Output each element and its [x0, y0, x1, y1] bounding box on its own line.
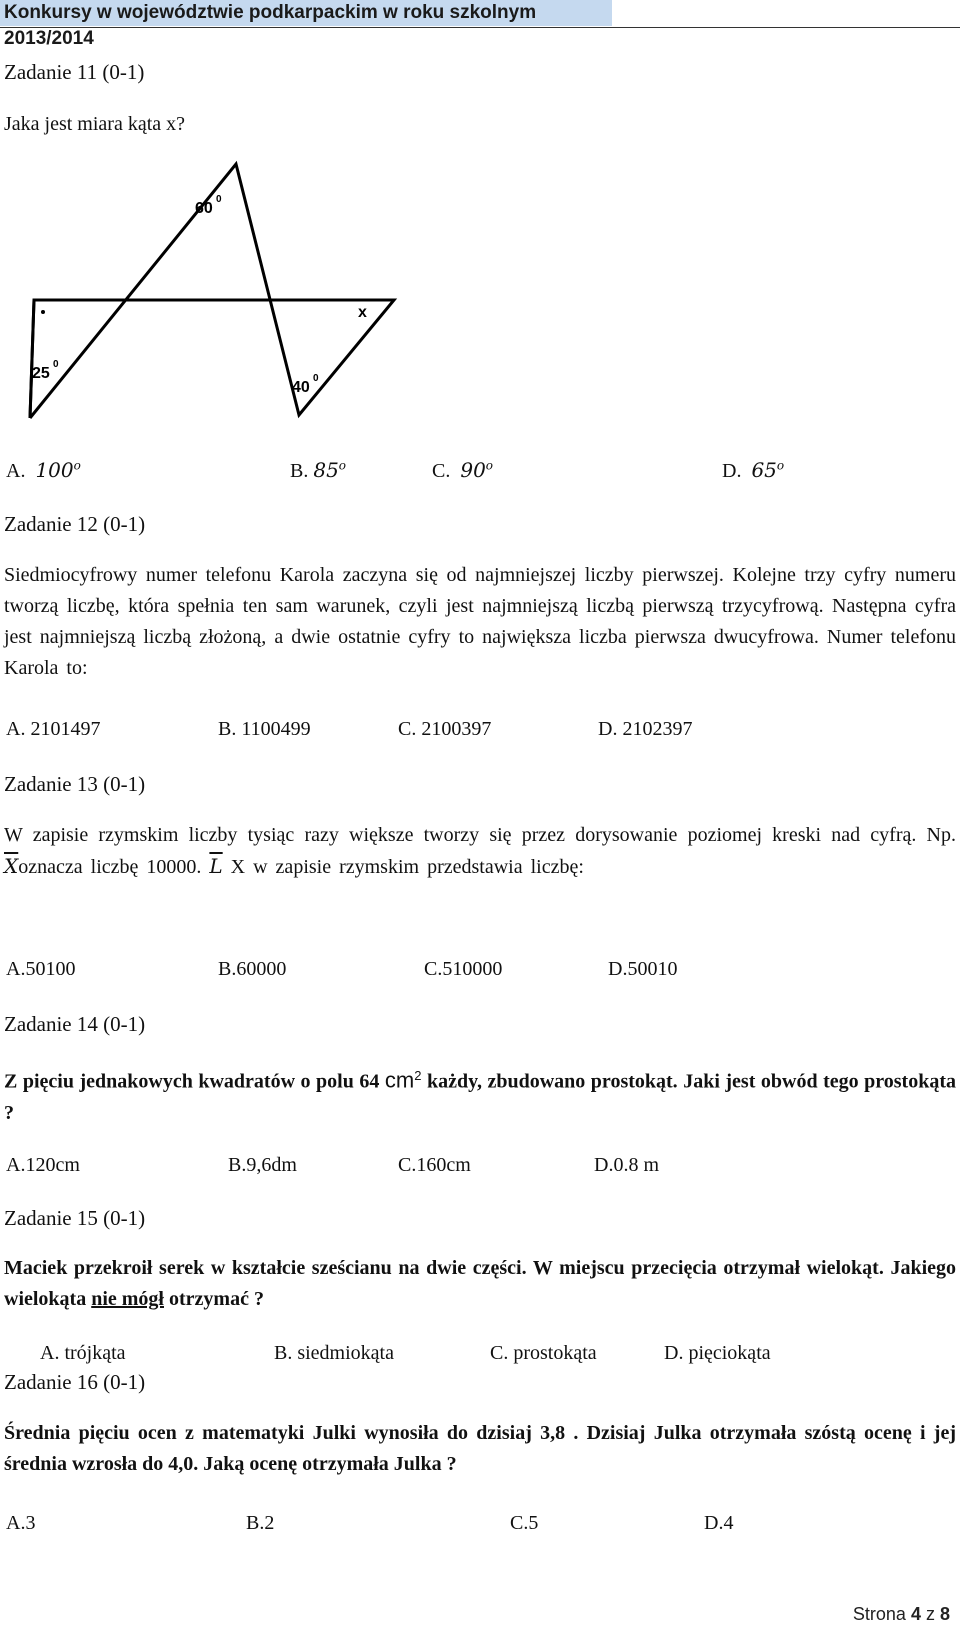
angle-40-degree: 0: [313, 373, 319, 384]
angle-25-label: 25: [32, 365, 50, 382]
task-15-answer-b: B. siedmiokąta: [274, 1342, 394, 1364]
task-11-answer-a: A. 100$^o$: [6, 458, 81, 482]
task-13-title: Zadanie 13 (0-1): [4, 772, 146, 796]
task-14-answer-a: A.120cm: [6, 1154, 80, 1176]
task-14-question: Z pięciu jednakowych kwadratów o polu 64 $cm^2$ każdy, zbudowano prostokąt. Jaki jest obwód tego prostokąta ?: [4, 1067, 956, 1124]
task-16-answer-c: C.5: [510, 1512, 539, 1534]
task-11-title: Zadanie 11 (0-1): [4, 60, 145, 84]
task-15-title: Zadanie 15 (0-1): [4, 1206, 146, 1230]
task-11-answer-b: B. 85$^o$: [290, 458, 347, 482]
angle-25-degree: 0: [53, 359, 59, 370]
angle-x-label: x: [358, 304, 367, 321]
underlined-negation: nie mógł: [91, 1288, 164, 1310]
page-footer: Strona 4 z 8: [852, 1604, 950, 1624]
task-16-answer-b: B.2: [246, 1512, 275, 1534]
angle-60-degree: 0: [216, 194, 222, 205]
task-12-question: Siedmiocyfrowy numer telefonu Karola zaczyna się od najmniejszej liczby pierwszej. Kolejne trzy cyfry numeru tworzą liczbę, która spełnia ten sam warunek, czyli jest najmniejszą liczbą pierwszą trzycyfrową. Następna cyfra jest najmniejszą liczbą złożoną, a dwie ostatnie cyfry to największa liczba pierwsza dwucyfrowa. Numer telefonu Karola to:: [4, 564, 956, 679]
task-13-answer-c: C.510000: [424, 958, 503, 980]
left-line: [30, 300, 34, 418]
task-12-answer-c: C. 2100397: [398, 718, 492, 740]
angle-40-label: 40: [292, 379, 310, 396]
task-11-answer-d: D. 65$^o$: [722, 458, 785, 482]
task-14-answer-c: C.160cm: [398, 1154, 471, 1176]
roman-l-overline: $\overline{L}$: [209, 854, 223, 878]
angle-figure: [20, 160, 420, 430]
task-13-question: W zapisie rzymskim liczby tysiąc razy większe tworzy się przez dorysowanie poziomej kreski nad cyfrą. Np. $\overline{X}oznacza$ liczbę 10000. $\overline{L}$ X w zapisie rzymskim przedstawia liczbę:: [4, 824, 956, 878]
page-header: Konkursy w województwie podkarpackim w roku szkolnym 2013/2014: [0, 0, 612, 26]
task-11-question: Jaka jest miara kąta x?: [4, 113, 186, 135]
task-12-title: Zadanie 12 (0-1): [4, 512, 146, 536]
right-angle-dot: [41, 310, 45, 314]
task-13-answer-a: A.50100: [6, 958, 76, 980]
header-divider: [0, 27, 960, 28]
task-11-answer-c: C. 90$^o$: [432, 458, 494, 482]
task-15-answer-d: D. pięciokąta: [664, 1342, 771, 1364]
task-16-answer-d: D.4: [704, 1512, 734, 1534]
task-12-answer-b: B. 1100499: [218, 718, 311, 740]
task-12-answer-d: D. 2102397: [598, 718, 693, 740]
roman-x-overline: $\overline{X}$: [4, 854, 19, 878]
task-16-title: Zadanie 16 (0-1): [4, 1370, 146, 1394]
task-14-title: Zadanie 14 (0-1): [4, 1012, 146, 1036]
task-14-answer-b: B.9,6dm: [228, 1154, 297, 1176]
angle-60-label: 60: [195, 200, 213, 217]
task-12-answer-a: A. 2101497: [6, 718, 101, 740]
task-15-answer-c: C. prostokąta: [490, 1342, 597, 1364]
task-13-answer-d: D.50010: [608, 958, 678, 980]
task-15-question: Maciek przekroił serek w kształcie sześcianu na dwie części. W miejscu przecięcia otrzymał wielokąt. Jakiego wielokąta nie mógł otrzymać ?: [4, 1257, 956, 1310]
task-14-answer-d: D.0.8 m: [594, 1154, 659, 1176]
task-15-answer-a: A. trójkąta: [40, 1342, 126, 1364]
task-16-answer-a: A.3: [6, 1512, 36, 1534]
task-16-question: Średnia pięciu ocen z matematyki Julki wynosiła do dzisiaj 3,8 . Dzisiaj Julka otrzymała szóstą ocenę i jej średnia wzrosła do 4,0. Jaką ocenę otrzymała Julka ?: [4, 1422, 956, 1475]
task-13-answer-b: B.60000: [218, 958, 287, 980]
